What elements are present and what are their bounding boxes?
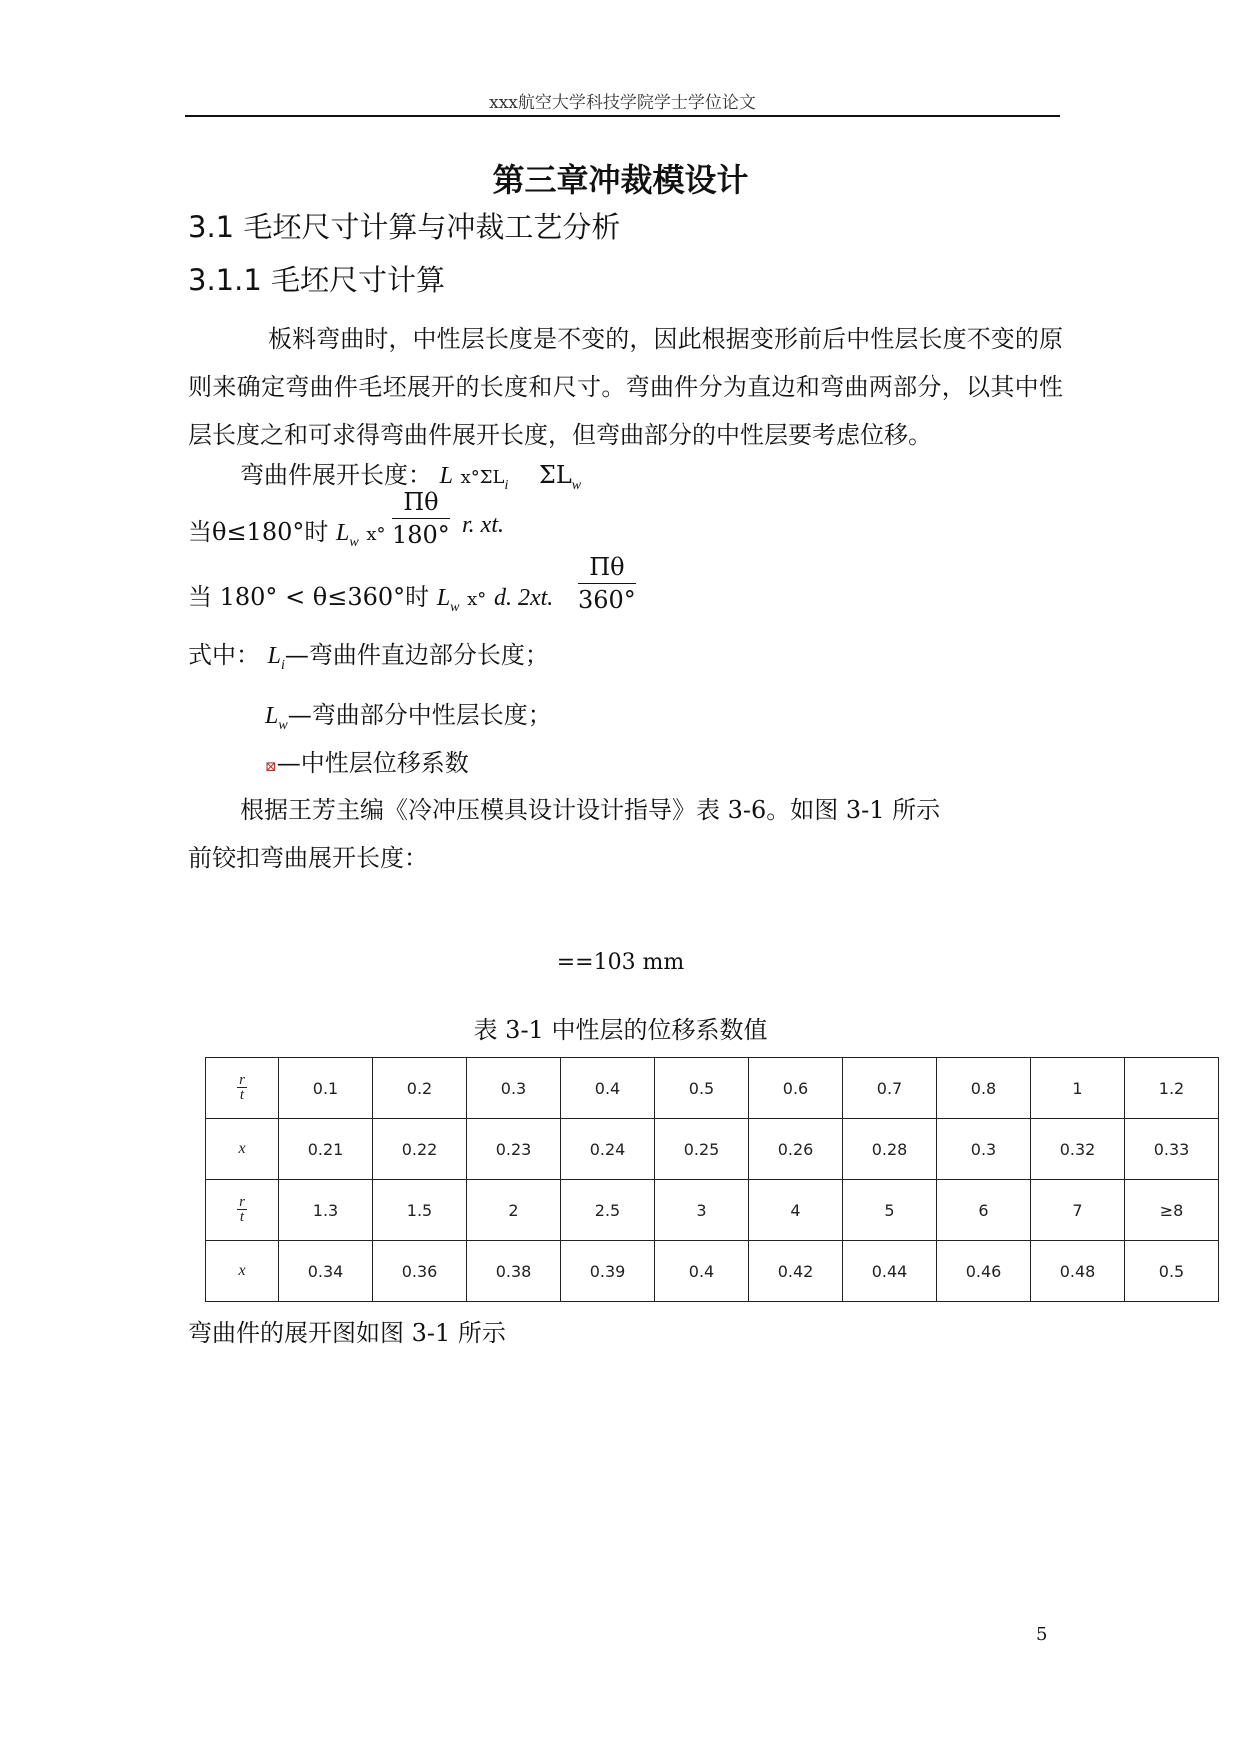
- table-cell: 0.26: [749, 1119, 843, 1180]
- table-row: [206, 1058, 1219, 1119]
- rt-fraction: $\frac{r}{t}$: [239, 1194, 245, 1225]
- table-cell: 2: [467, 1180, 561, 1241]
- table-cell: ≥8: [1125, 1180, 1219, 1241]
- rt-header-cell: [206, 1180, 279, 1241]
- table-cell: 0.3: [937, 1119, 1031, 1180]
- formula-sub: w: [450, 599, 460, 615]
- front-label: 前铰扣弯曲展开长度：: [188, 844, 428, 872]
- formula-sub: w: [349, 534, 359, 550]
- reference-line: 根据王芳主编《冷冲压模具设计设计指导》表 3-6。如图 3-1 所示: [240, 796, 941, 824]
- where-li-sub: i: [281, 657, 285, 673]
- where-x: [265, 743, 469, 778]
- formula-eq: ⅹ°: [467, 589, 487, 610]
- after-table-text: 弯曲件的展开图如图 3-1 所示: [188, 1319, 506, 1347]
- table-cell: 3: [655, 1180, 749, 1241]
- formula-sum-w: ΣL: [538, 461, 572, 489]
- table-cell: 0.24: [561, 1119, 655, 1180]
- formula-sub-w: w: [571, 477, 582, 493]
- displacement-coefficient-table: [205, 1057, 1219, 1302]
- table-cell: 0.39: [561, 1241, 655, 1302]
- rt-fraction: $\frac{r}{t}$: [239, 1072, 245, 1103]
- table-cell: 0.44: [843, 1241, 937, 1302]
- table-row: [206, 1241, 1219, 1302]
- x-header-cell: x: [206, 1241, 279, 1302]
- header-rule: [185, 115, 1060, 117]
- broken-image-icon: ⊠: [265, 759, 277, 775]
- table-cell: 0.36: [373, 1241, 467, 1302]
- result-value: ==103 mm: [556, 950, 685, 975]
- where-intro: 式中：: [188, 641, 260, 669]
- formula-lhs: L: [439, 463, 453, 489]
- table-cell: 0.25: [655, 1119, 749, 1180]
- table-cell: 1.5: [373, 1180, 467, 1241]
- rt-header-cell: [206, 1058, 279, 1119]
- table-cell: 0.8: [937, 1058, 1031, 1119]
- where-lw: [265, 695, 552, 734]
- where-li-desc: —弯曲件直边部分长度；: [284, 641, 549, 669]
- table-cell: 0.33: [1125, 1119, 1219, 1180]
- table-cell: 0.3: [467, 1058, 561, 1119]
- where-li: [188, 635, 549, 674]
- table-cell: 0.5: [1125, 1241, 1219, 1302]
- table-cell: 0.38: [467, 1241, 561, 1302]
- subsection-heading: 3.1.1 毛坯尺寸计算: [188, 263, 446, 297]
- table-cell: 0.1: [279, 1058, 373, 1119]
- table-cell: 0.7: [843, 1058, 937, 1119]
- table-cell: 7: [1031, 1180, 1125, 1241]
- where-lw-desc: —弯曲部分中性层长度；: [287, 701, 552, 729]
- where-lw-sub: w: [278, 717, 288, 733]
- table-cell: 0.5: [655, 1058, 749, 1119]
- table-cell: 1: [1031, 1058, 1125, 1119]
- fraction-denominator: 360°: [578, 586, 636, 614]
- table-cell: 0.46: [937, 1241, 1031, 1302]
- fraction-180: [392, 488, 450, 549]
- formula-condition: 当 180° < θ≤360°时: [188, 583, 430, 611]
- running-header: xxx航空大学科技学院学士学位论文: [489, 93, 756, 113]
- section-heading: 3.1 毛坯尺寸计算与冲裁工艺分析: [188, 210, 621, 244]
- formula-sub-i: i: [504, 477, 509, 493]
- where-x-desc: —中性层位移系数: [276, 749, 469, 777]
- table-cell: 1.3: [279, 1180, 373, 1241]
- fraction-numerator: Πθ: [578, 553, 636, 584]
- formula-tail: r. xt.: [462, 512, 504, 538]
- table-cell: 0.42: [749, 1241, 843, 1302]
- table-cell: 0.21: [279, 1119, 373, 1180]
- fraction-360: [578, 553, 636, 614]
- table-cell: 6: [937, 1180, 1031, 1241]
- formula-var: L: [336, 520, 350, 546]
- table-caption: 表 3-1 中性层的位移系数值: [473, 1016, 768, 1044]
- body-paragraph: 板料弯曲时，中性层长度是不变的，因此根据变形前后中性层长度不变的原则来确定弯曲件毛坯展开的长度和尺寸。弯曲件分为直边和弯曲两部分，以其中性层长度之和可求得弯曲件展开长度，但弯曲部分的中性层要考虑位移。: [188, 325, 1063, 449]
- chapter-title: 第三章冲裁模设计: [492, 161, 749, 199]
- formula-eq: ⅹ°: [366, 524, 386, 545]
- table-cell: 0.23: [467, 1119, 561, 1180]
- table-row: [206, 1119, 1219, 1180]
- table-cell: 0.4: [655, 1241, 749, 1302]
- formula-var: L: [436, 585, 451, 611]
- table-row: [206, 1180, 1219, 1241]
- formula-theta-le-180: [188, 512, 386, 551]
- table-cell: 0.34: [279, 1241, 373, 1302]
- formula-label: 弯曲件展开长度：: [240, 461, 432, 489]
- table-cell: 2.5: [561, 1180, 655, 1241]
- table-cell: 1.2: [1125, 1058, 1219, 1119]
- page-number: 5: [1036, 1624, 1048, 1645]
- table-cell: 0.28: [843, 1119, 937, 1180]
- formula-theta-le-360: [188, 577, 553, 616]
- table-cell: 5: [843, 1180, 937, 1241]
- where-li-var: L: [267, 643, 281, 669]
- formula-middle: d. 2xt.: [493, 585, 554, 611]
- formula-eq: ⅹ°ΣL: [460, 467, 505, 488]
- fraction-denominator: 180°: [392, 521, 450, 549]
- where-lw-var: L: [265, 703, 279, 729]
- table-cell: 0.4: [561, 1058, 655, 1119]
- fraction-numerator: Πθ: [392, 488, 450, 519]
- table-cell: 0.32: [1031, 1119, 1125, 1180]
- table-cell: 0.2: [373, 1058, 467, 1119]
- table-cell: 4: [749, 1180, 843, 1241]
- table-cell: 0.22: [373, 1119, 467, 1180]
- table-cell: 0.6: [749, 1058, 843, 1119]
- formula-condition: 当θ≤180°时: [188, 518, 329, 546]
- table-cell: 0.48: [1031, 1241, 1125, 1302]
- x-header-cell: x: [206, 1119, 279, 1180]
